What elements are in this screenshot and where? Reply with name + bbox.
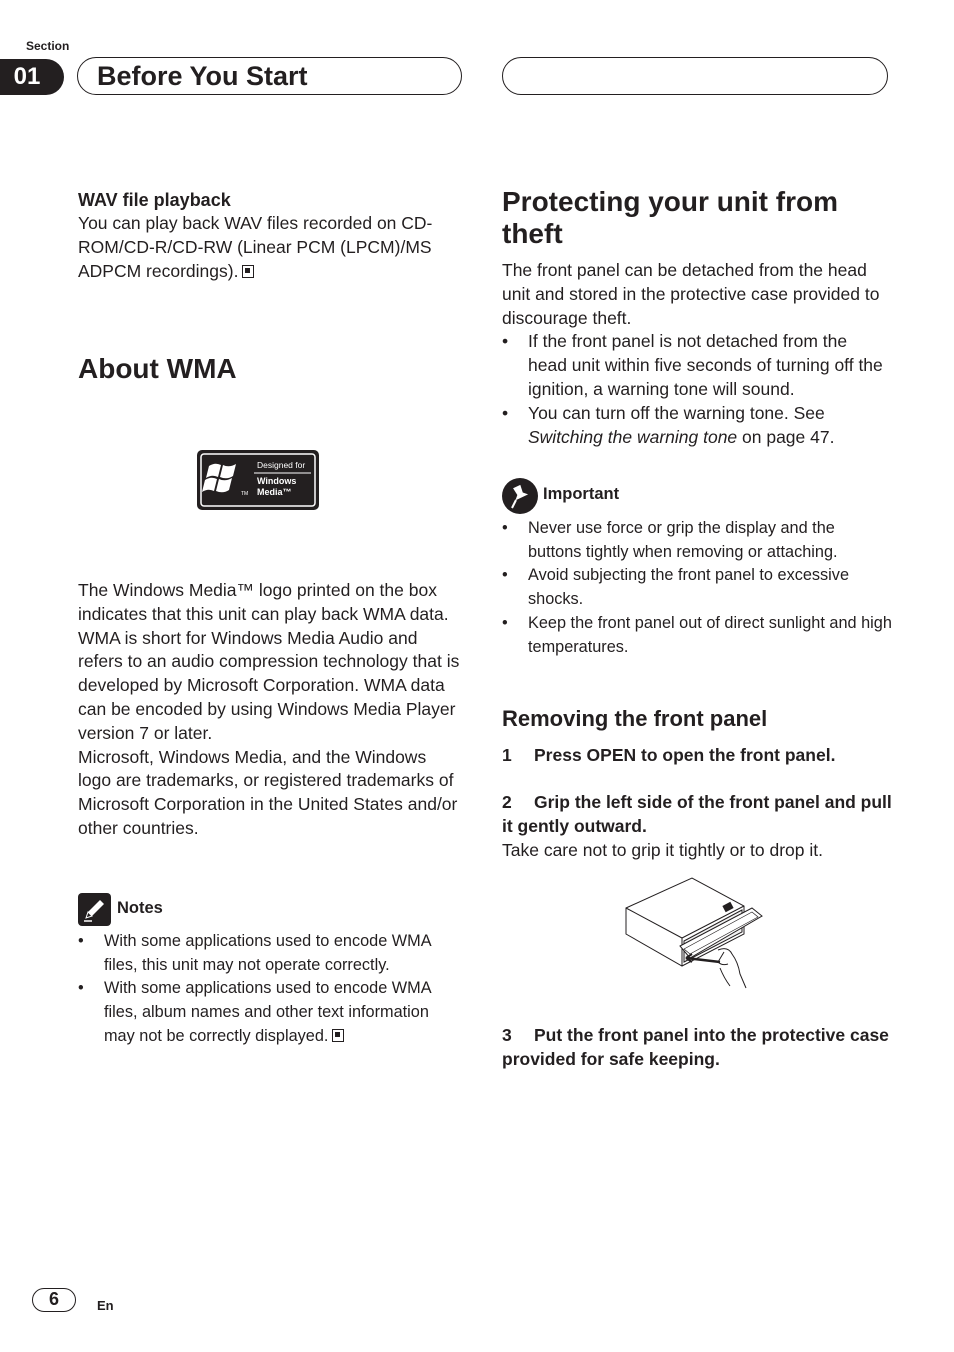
note-item: • With some applications used to encode WMA files, album names and other text information may not be correctly displayed. bbox=[78, 977, 463, 1048]
section-label: Section bbox=[26, 39, 70, 53]
page-title: Before You Start bbox=[97, 61, 308, 91]
theft-intro: The front panel can be detached from the head unit and stored in the protective case provided to discourage theft. bbox=[502, 260, 880, 328]
header-empty-frame bbox=[502, 57, 888, 95]
page-number: 6 bbox=[32, 1288, 76, 1312]
important-item: • Keep the front panel out of direct sunlight and high temperatures. bbox=[502, 612, 892, 659]
important-label: Important bbox=[543, 485, 620, 503]
theft-text bbox=[502, 259, 887, 449]
notes-list bbox=[78, 930, 463, 1049]
end-mark-icon bbox=[332, 1029, 344, 1042]
wma-para3: Microsoft, Windows Media, and the Windows logo are trademarks, or registered trademarks of Microsoft Corporation in the United States and/or other countries. bbox=[78, 746, 458, 838]
logo-tm: TM bbox=[241, 491, 249, 497]
language-label: En bbox=[97, 1298, 114, 1313]
wav-heading: WAV file playback bbox=[78, 190, 231, 210]
step-2: 2 Grip the left side of the front panel and pull it gently outward. bbox=[502, 792, 892, 836]
wma-heading: About WMA bbox=[78, 353, 237, 384]
important-list bbox=[502, 517, 892, 659]
logo-line3: Media™ bbox=[257, 487, 292, 497]
section-number-badge bbox=[0, 59, 64, 95]
front-panel-removal-illustration bbox=[624, 876, 769, 996]
theft-bullets bbox=[502, 330, 887, 449]
notes-label: Notes bbox=[117, 899, 163, 917]
theft-bullet: • You can turn off the warning tone. See Switching the warning tone on page 47. bbox=[502, 402, 887, 450]
wma-text bbox=[78, 579, 463, 841]
section-number: 01 bbox=[13, 63, 41, 90]
notes-pencil-icon bbox=[78, 893, 111, 926]
logo-line2: Windows bbox=[257, 476, 297, 486]
important-item: • Never use force or grip the display and the buttons tightly when removing or attaching. bbox=[502, 517, 892, 564]
logo-line1: Designed for bbox=[257, 460, 306, 470]
removing-heading: Removing the front panel bbox=[502, 706, 768, 731]
important-item: • Avoid subjecting the front panel to excessive shocks. bbox=[502, 564, 892, 611]
wma-para2: WMA is short for Windows Media Audio and refers to an audio compression technology that is developed by Microsoft Corporation. WMA data can be encoded by using Windows Media Player version 7 or later. bbox=[78, 627, 460, 743]
step-1: 1 Press OPEN to open the front panel. bbox=[502, 745, 836, 765]
step-3: 3 Put the front panel into the protective case provided for safe keeping. bbox=[502, 1025, 889, 1069]
wma-para1: The Windows Media™ logo printed on the box indicates that this unit can play back WMA data. bbox=[78, 580, 449, 624]
important-pin-icon bbox=[502, 478, 538, 514]
step-2-note: Take care not to grip it tightly or to drop it. bbox=[502, 840, 823, 860]
windows-media-logo bbox=[196, 449, 320, 511]
theft-bullet: • If the front panel is not detached from the head unit within five seconds of turning off the ignition, a warning tone will sound. bbox=[502, 330, 887, 401]
wav-text: You can play back WAV files recorded on CD-ROM/CD-R/CD-RW (Linear PCM (LPCM)/MS ADPCM recordings). bbox=[78, 213, 433, 281]
theft-heading: Protecting your unit from theft bbox=[502, 186, 838, 249]
end-mark-icon bbox=[242, 265, 254, 278]
note-item: • With some applications used to encode WMA files, this unit may not operate correctly. bbox=[78, 930, 463, 977]
